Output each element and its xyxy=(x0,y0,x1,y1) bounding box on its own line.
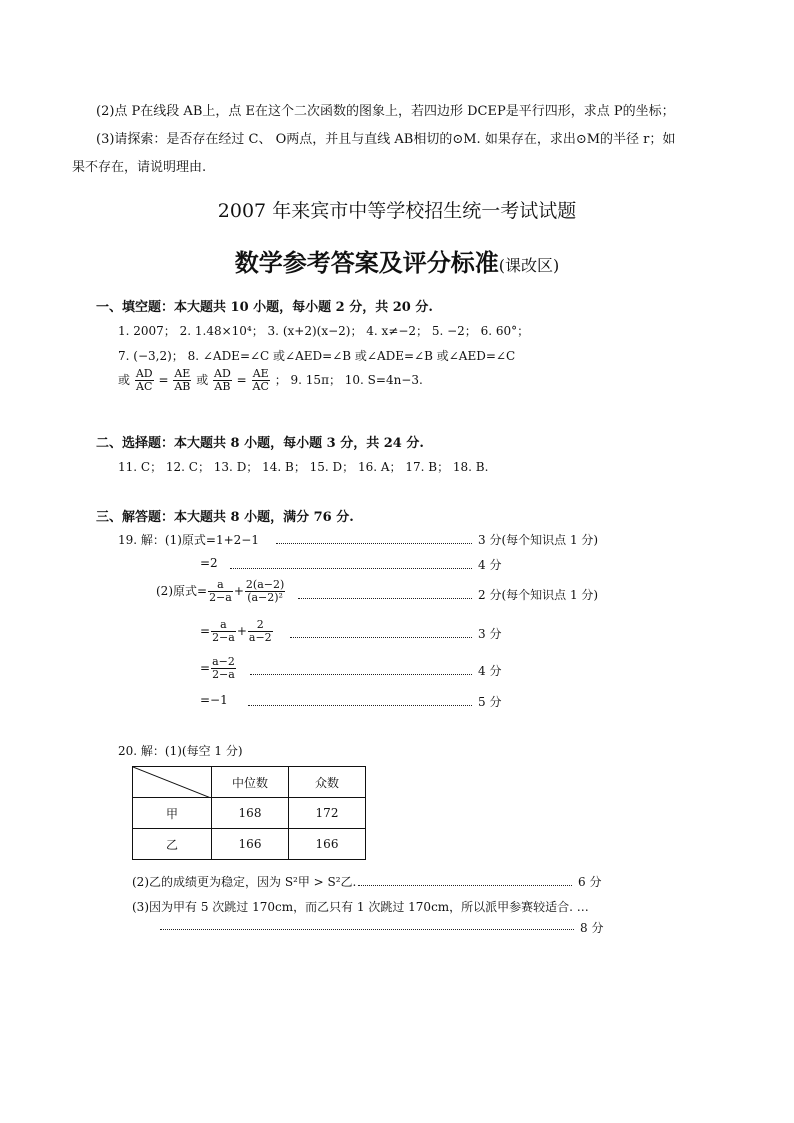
diagonal-line xyxy=(133,767,211,798)
leader-dots xyxy=(250,674,472,675)
section-1-line-3 xyxy=(118,368,423,393)
fraction-a-over-2-minus-a: $\frac{a}{2-a}$ xyxy=(212,618,235,644)
exam-title: 2007 年来宾市中等学校招生统一考试试题 xyxy=(217,200,577,222)
plus-sign: + xyxy=(233,584,244,598)
fraction-a-over-2-minus-a: $\frac{a}{2-a}$ xyxy=(209,578,232,604)
q19-score-5: 4 分 xyxy=(478,664,502,678)
intro-line-3: 果不存在，请说明理由. xyxy=(72,160,207,175)
leader-dots xyxy=(248,705,472,706)
table-header-row xyxy=(133,767,366,798)
q19-part-2-step-3 xyxy=(200,656,237,681)
section-1-line-3-rest: ； 9. 15π； 10. S=4n−3. xyxy=(274,373,423,387)
q19-part-2-label: (2)原式= xyxy=(156,584,208,598)
table-row-label: 甲 xyxy=(133,798,212,829)
section-1-heading: 一、填空题：本大题共 10 小题，每小题 2 分，共 20 分. xyxy=(96,300,433,315)
fraction-ae-ab: $\frac{AE}{AB}$ xyxy=(174,367,191,393)
section-3-heading: 三、解答题：本大题共 8 小题，满分 76 分. xyxy=(96,510,354,525)
equals-sign: = xyxy=(200,624,211,638)
fraction-ad-ac: $\frac{AD}{AC}$ xyxy=(135,367,153,393)
q20-part-3: (3)因为甲有 5 次跳过 170cm，而乙只有 1 次跳过 170cm，所以派甲参赛较适合. … xyxy=(132,900,589,914)
fraction-ae-ac: $\frac{AE}{AC}$ xyxy=(252,367,269,393)
table-cell-median: 168 xyxy=(212,798,289,829)
table-cell-median: 166 xyxy=(212,829,289,860)
q20-score-3: 8 分 xyxy=(580,921,604,935)
section-2-heading: 二、选择题：本大题共 8 小题，每小题 3 分，共 24 分. xyxy=(96,436,424,451)
q20-heading: 20. 解：(1)(每空 1 分) xyxy=(118,744,243,758)
q20-score-2: 6 分 xyxy=(578,875,602,889)
fraction-ad-ab: $\frac{AD}{AB}$ xyxy=(214,367,231,393)
q19-score-6: 5 分 xyxy=(478,695,502,709)
section-1-line-1: 1. 2007； 2. 1.48×10⁴； 3. (x+2)(x−2)； 4. x≠−2； 5. −2； 6. 60°； xyxy=(118,324,530,338)
q19-part-2-step-2 xyxy=(200,619,274,644)
text-equals: = xyxy=(158,373,169,387)
q19-step-2: =2 xyxy=(200,556,218,570)
answer-title xyxy=(0,243,794,278)
q19-score-3: 2 分(每个知识点 1 分) xyxy=(478,588,599,602)
q19-score-2: 4 分 xyxy=(478,558,502,572)
table-corner-cell xyxy=(133,767,212,798)
leader-dots xyxy=(358,885,572,886)
table-header-median: 中位数 xyxy=(212,767,289,798)
q19-part-2-step-4: =−1 xyxy=(200,693,228,707)
text-or: 或 xyxy=(118,373,131,387)
leader-dots xyxy=(290,637,472,638)
q19-score-4: 3 分 xyxy=(478,627,502,641)
answer-title-main: 数学参考答案及评分标准 xyxy=(234,248,499,277)
fraction-a-minus-2-over-2-minus-a: $\frac{a-2}{2-a}$ xyxy=(212,655,235,681)
intro-line-2: (3)请探索：是否存在经过 C、 O两点，并且与直线 AB相切的⊙M. 如果存在，求出⊙M的半径 r；如 xyxy=(96,132,676,147)
q19-score-1: 3 分(每个知识点 1 分) xyxy=(478,533,599,547)
text-or: 或 xyxy=(196,373,209,387)
table-row xyxy=(133,829,366,860)
intro-line-1: (2)点 P在线段 AB上，点 E在这个二次函数的图象上，若四边形 DCEP是平行四形，求点 P的坐标； xyxy=(96,104,675,119)
fraction-2-over-a-minus-2: $\frac{2}{a-2}$ xyxy=(248,618,272,644)
q19-step-1: 19. 解：(1)原式=1+2−1 xyxy=(118,533,259,547)
section-2-answers: 11. C； 12. C； 13. D； 14. B； 15. D； 16. A； 17. B； 18. B. xyxy=(118,460,489,474)
leader-dots xyxy=(160,929,574,930)
table-header-mode: 众数 xyxy=(289,767,366,798)
plus-sign: + xyxy=(236,624,247,638)
table-row xyxy=(133,798,366,829)
leader-dots xyxy=(230,568,472,569)
table-cell-mode: 172 xyxy=(289,798,366,829)
table-cell-mode: 166 xyxy=(289,829,366,860)
section-1-line-2: 7. (−3,2)； 8. ∠ADE=∠C 或∠AED=∠B 或∠ADE=∠B 或∠AED=∠C xyxy=(118,349,516,363)
statistics-table xyxy=(132,766,366,860)
fraction-2a-minus-2-over-square: $\frac{2(a-2)}{\text{(a−2)²}}$ xyxy=(245,578,285,604)
leader-dots xyxy=(298,598,472,599)
equals-sign: = xyxy=(200,661,211,675)
answer-title-note: (课改区) xyxy=(498,256,560,275)
q20-part-2: (2)乙的成绩更为稳定，因为 S²甲 > S²乙. xyxy=(132,875,357,889)
q19-part-2-step-1 xyxy=(156,579,286,604)
leader-dots xyxy=(276,543,472,544)
text-equals: = xyxy=(236,373,247,387)
table-row-label: 乙 xyxy=(133,829,212,860)
